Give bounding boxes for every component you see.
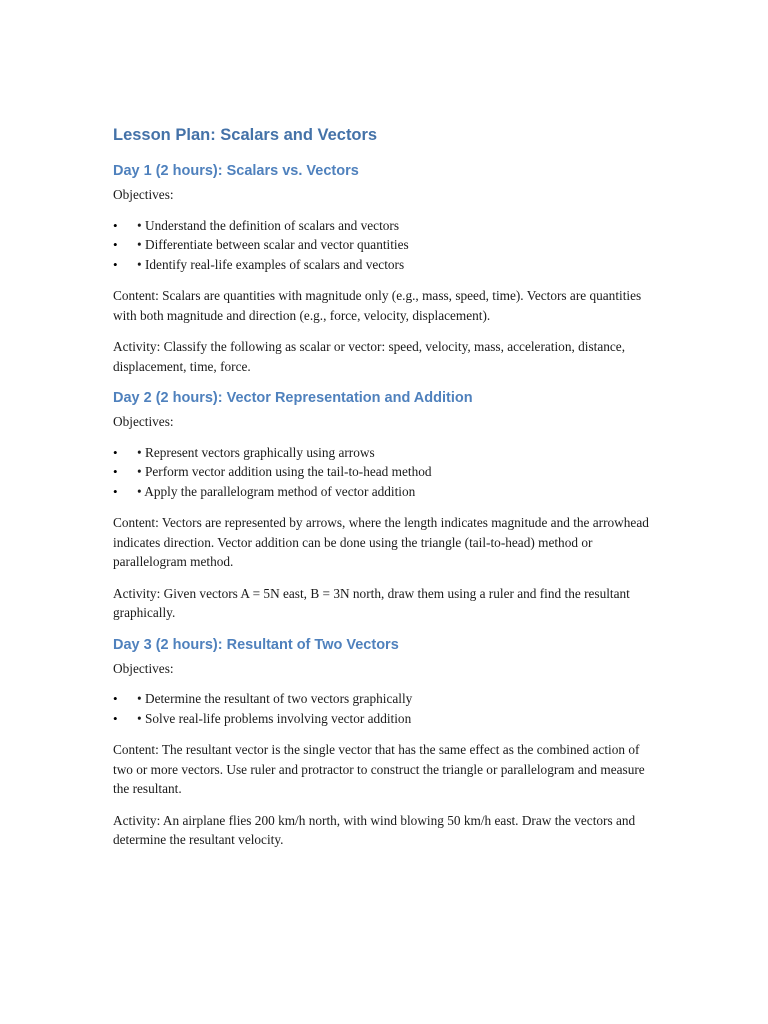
- bullet-icon: •: [113, 237, 118, 252]
- objective-text: • Perform vector addition using the tail-to-head method: [137, 464, 432, 479]
- content-paragraph: Content: The resultant vector is the single vector that has the same effect as the combined action of two or more vectors. Use ruler and protractor to construct the triangle or parallelogram and measure the resultant.: [113, 742, 645, 796]
- content-paragraph: Content: Scalars are quantities with magnitude only (e.g., mass, speed, time). Vectors are quantities with both magnitude and direction (e.g., force, velocity, displacement).: [113, 288, 642, 323]
- objective-item: [113, 482, 661, 502]
- bullet-icon: •: [113, 444, 118, 460]
- objective-item: [113, 216, 661, 236]
- objective-text: • Solve real-life problems involving vector addition: [137, 710, 412, 726]
- activity-paragraph: Activity: Given vectors A = 5N east, B = 3N north, draw them using a ruler and find the resultant graphically.: [113, 585, 630, 620]
- objective-item: [113, 462, 661, 482]
- bullet-icon: •: [113, 483, 118, 499]
- document-title: Lesson Plan: Scalars and Vectors: [113, 126, 378, 144]
- objective-text: • Represent vectors graphically using arrows: [137, 444, 375, 460]
- content-paragraph: Content: Vectors are represented by arrows, where the length indicates magnitude and the arrowhead indicates direction. Vector addition can be done using the triangle (tail-to-head) method or parallelogram method.: [113, 515, 649, 569]
- document-body: [113, 124, 661, 862]
- bullet-icon: •: [113, 217, 118, 233]
- section-day-3: [113, 635, 661, 850]
- section-heading: Day 1 (2 hours): Scalars vs. Vectors: [113, 163, 359, 179]
- section-heading: Day 2 (2 hours): Vector Representation and Addition: [113, 390, 473, 406]
- bullet-icon: •: [113, 691, 118, 706]
- objective-item: [113, 443, 661, 463]
- objectives-label: Objectives:: [113, 660, 174, 676]
- section-day-2: [113, 388, 661, 623]
- objective-item: [113, 235, 661, 255]
- section-heading: Day 3 (2 hours): Resultant of Two Vectors: [113, 636, 399, 653]
- objectives-label: Objectives:: [113, 187, 174, 202]
- section-day-1: [113, 161, 661, 376]
- objective-text: • Differentiate between scalar and vector quantities: [137, 237, 409, 252]
- objectives-list: [113, 216, 661, 275]
- objective-item: [113, 709, 661, 729]
- objective-text: • Apply the parallelogram method of vector addition: [137, 483, 416, 499]
- objectives-list: [113, 443, 661, 502]
- objective-item: [113, 689, 661, 709]
- objectives-list: [113, 689, 661, 728]
- bullet-icon: •: [113, 710, 118, 726]
- objective-text: • Understand the definition of scalars and vectors: [137, 217, 400, 233]
- activity-paragraph: Activity: An airplane flies 200 km/h north, with wind blowing 50 km/h east. Draw the vectors and determine the resultant velocity.: [113, 812, 636, 847]
- bullet-icon: •: [113, 464, 118, 479]
- objectives-label: Objectives:: [113, 414, 174, 429]
- objective-text: • Determine the resultant of two vectors graphically: [137, 691, 413, 706]
- activity-paragraph: Activity: Classify the following as scalar or vector: speed, velocity, mass, acceleration, distance, displacement, time, force.: [113, 339, 626, 374]
- bullet-icon: •: [113, 256, 118, 272]
- objective-text: • Identify real-life examples of scalars and vectors: [137, 256, 405, 272]
- objective-item: [113, 255, 661, 275]
